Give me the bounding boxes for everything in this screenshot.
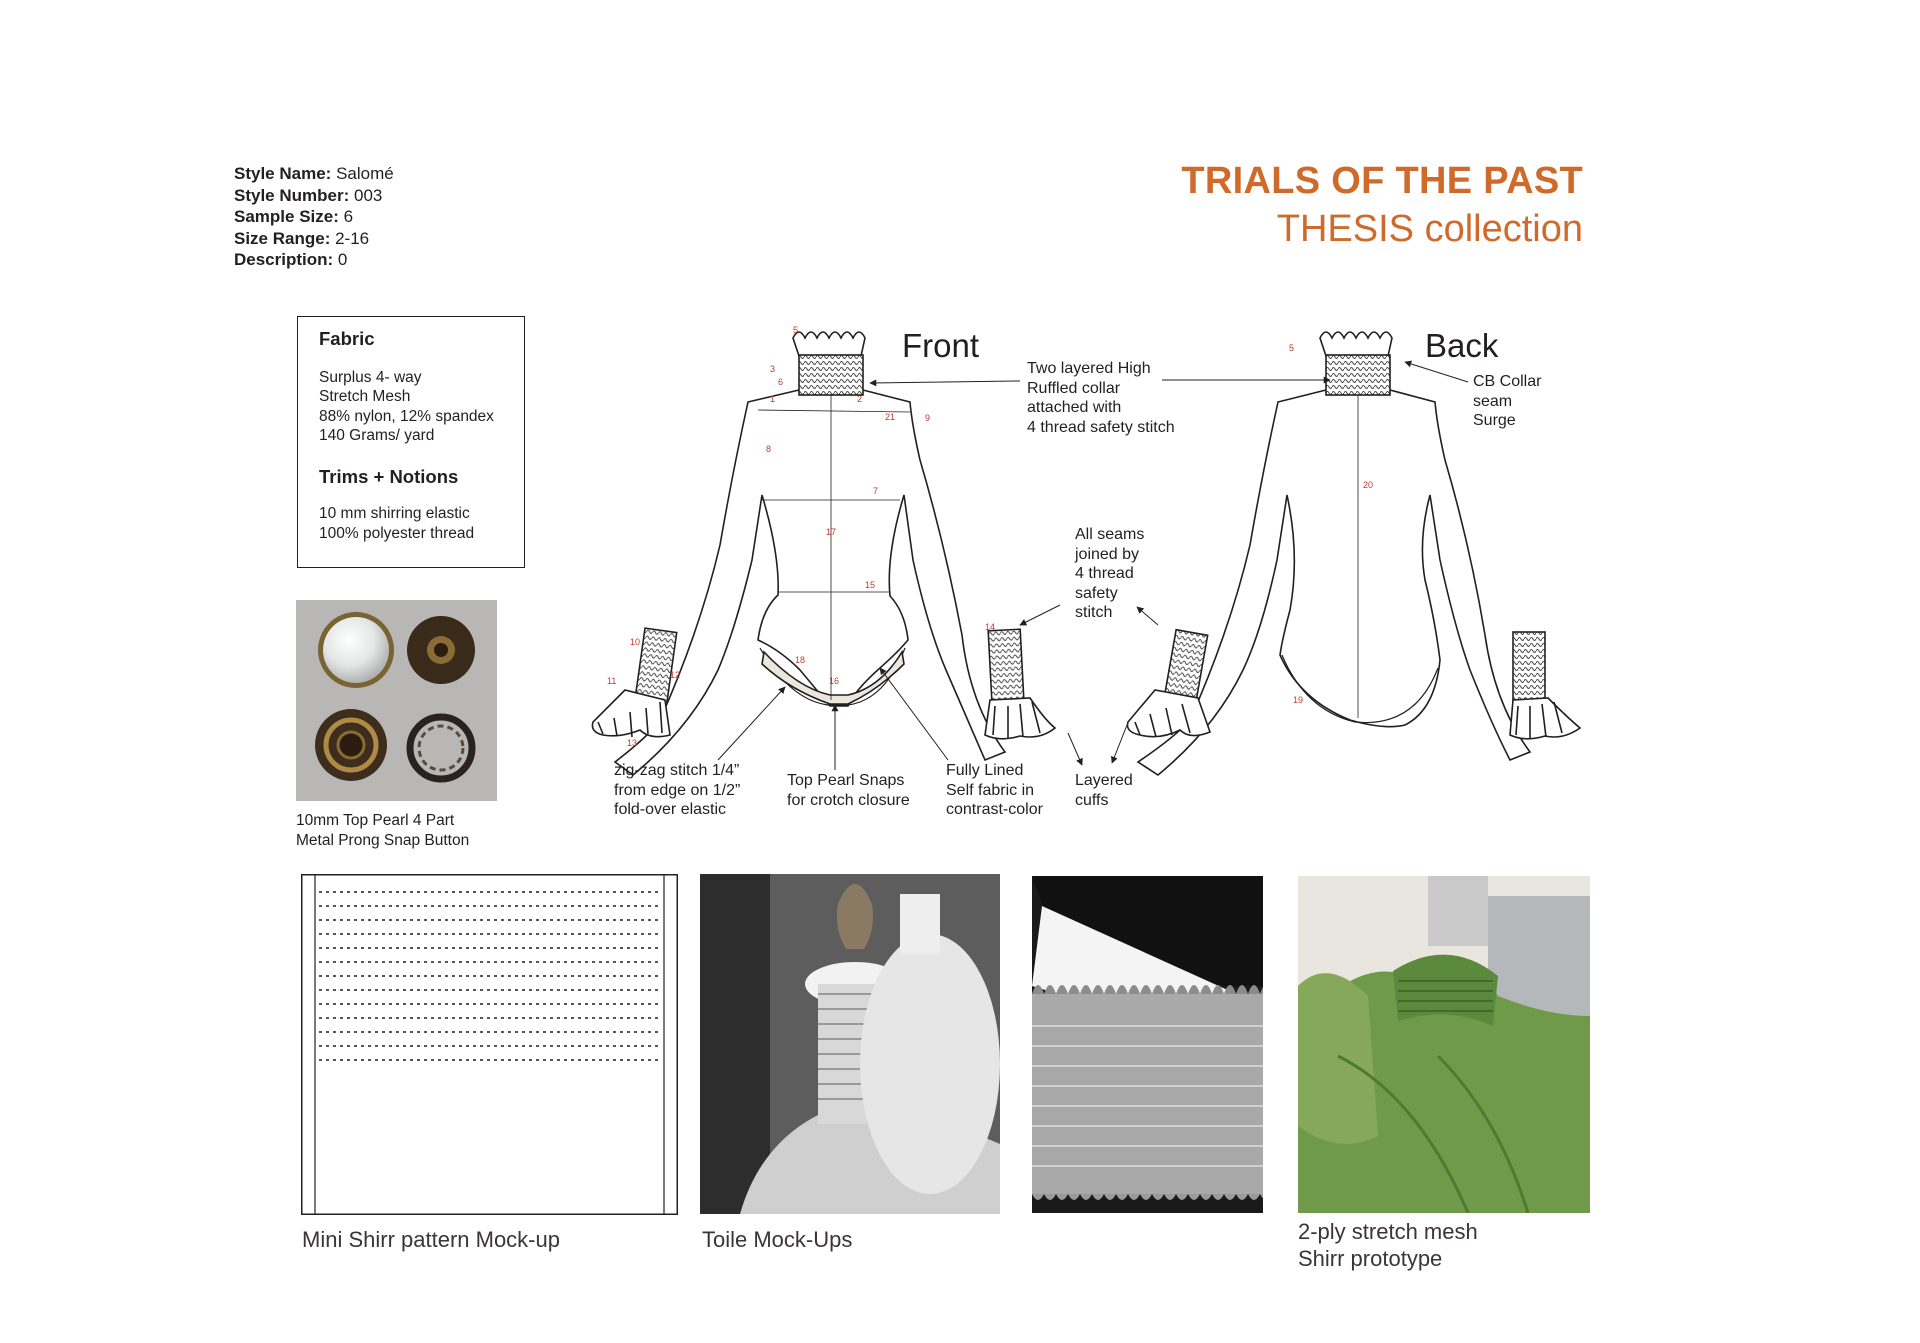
zigzag-note: zig-zag stitch 1/4” from edge on 1/2” fold-over elastic	[614, 762, 741, 818]
toile-caption: Toile Mock-Ups	[702, 1227, 853, 1252]
collection-subtitle: THESIS collection	[1276, 208, 1583, 250]
lined-note: Fully Lined Self fabric in contrast-color	[946, 762, 1043, 818]
back-left-cuff	[1128, 630, 1211, 737]
spec-size-range: Size Range: 2-16	[234, 228, 370, 248]
measure-label: 2	[857, 394, 863, 404]
snaps-note: Top Pearl Snaps for crotch closure	[787, 772, 910, 809]
measure-label: 19	[1293, 695, 1304, 705]
shirr-pattern-drawing	[301, 874, 678, 1215]
measure-label: 14	[985, 622, 996, 632]
cuffs-note: Layered cuffs	[1075, 772, 1133, 809]
fabric-heading: Fabric	[319, 328, 375, 349]
fabric-line: 88% nylon, 12% spandex	[319, 407, 494, 425]
measure-label: 3	[770, 364, 776, 374]
trims-line: 100% polyester thread	[319, 524, 475, 542]
spec-sample-size: Sample Size: 6	[234, 207, 354, 226]
measure-label: 17	[826, 527, 837, 537]
front-collar-shirring	[799, 355, 863, 395]
seams-note: All seams joined by 4 thread safety stitch	[1075, 526, 1145, 621]
toile-photo	[700, 874, 1000, 1214]
trims-line: 10 mm shirring elastic	[319, 505, 470, 522]
cuffs-arrow-left	[1068, 733, 1082, 765]
back-collar-shirring	[1326, 355, 1390, 395]
measure-label: 11	[607, 676, 617, 686]
fabric-line: Surplus 4- way	[319, 368, 422, 386]
front-collar-ruffle	[793, 332, 865, 356]
measure-label: 13	[627, 738, 638, 748]
spec-style-name: Style Name: Salomé	[234, 164, 394, 183]
back-hem-lining	[1282, 655, 1438, 723]
cuffs-arrow-right	[1112, 725, 1127, 763]
measure-label: 12	[670, 670, 681, 680]
front-view-title: Front	[902, 327, 980, 364]
cb-collar-arrow	[1405, 362, 1468, 382]
measure-label: 6	[778, 377, 784, 387]
spec-description: Description: 0	[234, 250, 348, 269]
fabric-line: Stretch Mesh	[319, 388, 411, 405]
back-collar-ruffle	[1320, 332, 1392, 356]
spec-style-number: Style Number: 003	[234, 185, 383, 205]
collar-note: Two layered High Ruffled collar attached with 4 thread safety stitch	[1027, 360, 1175, 436]
front-right-cuff	[985, 629, 1055, 739]
shirred-fabric-photo	[1032, 876, 1263, 1213]
measure-label: 15	[865, 580, 876, 590]
back-right-cuff	[1510, 632, 1580, 739]
front-bodysuit-sketch	[592, 332, 1055, 775]
measure-label: 21	[885, 412, 896, 422]
measure-label: 9	[925, 413, 931, 423]
measure-label: 7	[873, 486, 879, 496]
fabric-line: 140 Grams/ yard	[319, 427, 435, 444]
measure-label: 16	[829, 676, 840, 686]
seams-arrow-left	[1020, 605, 1060, 625]
measure-label: 8	[766, 444, 772, 454]
snap-caption: 10mm Top Pearl 4 Part Metal Prong Snap Button	[296, 812, 470, 849]
front-body-outline	[615, 390, 1005, 775]
shirr-pattern-caption: Mini Shirr pattern Mock-up	[302, 1227, 560, 1252]
collection-title: TRIALS OF THE PAST	[1181, 160, 1583, 202]
cb-collar-note: CB Collar seam Surge	[1473, 373, 1542, 429]
prototype-photo	[1298, 876, 1590, 1213]
zigzag-arrow	[718, 687, 785, 760]
trims-heading: Trims + Notions	[319, 465, 459, 487]
back-view-title: Back	[1425, 327, 1499, 364]
measure-label: 18	[795, 655, 806, 665]
collar-arrow-left	[870, 381, 1020, 383]
measure-label: 5	[793, 325, 799, 335]
lined-arrow	[880, 668, 948, 760]
measure-label: 1	[770, 394, 776, 404]
measure-label: 5	[1289, 343, 1295, 353]
measure-label: 20	[1363, 480, 1374, 490]
prototype-caption: 2-ply stretch mesh Shirr prototype	[1298, 1219, 1478, 1271]
measure-label: 10	[630, 637, 641, 647]
